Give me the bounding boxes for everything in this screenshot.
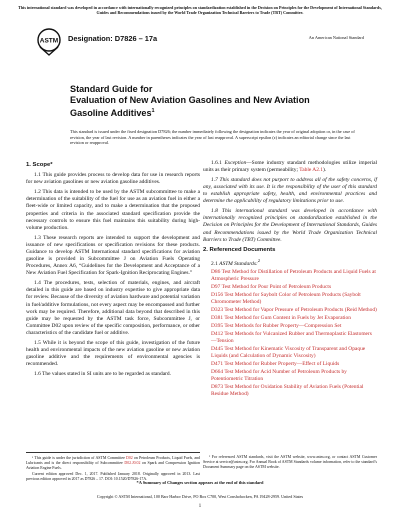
reference-code-link[interactable]: D664: [211, 368, 224, 375]
footnote-1: [26, 456, 200, 471]
title-footnote-marker[interactable]: 1: [151, 108, 155, 115]
american-national-standard-label: An American National Standard: [308, 35, 364, 40]
reference-item: [203, 369, 377, 383]
reference-item: [203, 384, 377, 398]
reference-code-link[interactable]: D873: [211, 383, 224, 390]
designation: Designation: D7826 – 17a: [68, 34, 158, 43]
title-line-3: [70, 106, 370, 119]
footnotes-left: [26, 452, 200, 483]
para-1-6-1-number: 1.6.1: [211, 160, 225, 166]
reference-item: [203, 292, 377, 306]
reference-title[interactable]: Test Method for Saybolt Color of Petroleum Products (Saybolt Chromometer Method): [211, 291, 361, 305]
footnotes-right: [203, 452, 377, 471]
reference-title[interactable]: Test Method for Gum Content in Fuels by Jet Evaporation: [224, 314, 351, 321]
para-1-7: 1.7 This standard does not purport to address all of the safety concerns, if any, associated with its use. It is the responsibility of the user of this standard to establish appropriate safety, health, and environmental practices and determine the applicability of regulatory limitations prior to use.: [203, 176, 377, 205]
right-column: [203, 160, 377, 399]
table-a2-1-link[interactable]: Table A2.1: [299, 167, 324, 174]
reference-code-link[interactable]: D445: [211, 345, 224, 352]
reference-code-link[interactable]: D412: [211, 330, 224, 337]
title-line-1: Standard Guide for: [70, 84, 153, 94]
reference-list: [203, 269, 377, 399]
section-2-1-title: ASTM Standards:: [219, 260, 258, 267]
para-1-1: 1.1 This guide provides process to develop data for use in research reports for new aviation gasolines or new aviation gasoline additives.: [26, 172, 200, 186]
reference-title[interactable]: Test Method for Kinematic Viscosity of Transparent and Opaque Liquids (and Calculation of Dynamic Viscosity): [211, 345, 366, 359]
reference-code-link[interactable]: D471: [211, 360, 224, 367]
reference-item: [203, 284, 377, 291]
footnote-1-text-c: on Spark and Compression Ignition Aviation Engine Fuels.: [26, 460, 200, 470]
para-1-6-1-end: ).: [323, 167, 327, 174]
astm-logo-icon: [36, 27, 62, 57]
para-1-6-1: [203, 160, 377, 174]
reference-code-link[interactable]: D86: [211, 268, 221, 275]
reference-item: [203, 269, 377, 283]
para-1-6: 1.6 The values stated in SI units are to be regarded as standard.: [34, 371, 172, 378]
title-line-2: Evaluation of New Aviation Gasolines and New Aviation: [70, 95, 310, 106]
footnote-1-text-b: on Petroleum Products, Liquid Fuels, and Lubricants and is the direct responsibility of Subcommittee: [26, 456, 200, 465]
reference-item: [203, 315, 377, 322]
para-1-2: 1.2 This data is intended to be used by the ASTM subcommittee to make a determination of the suitability of the fuel for use as an aviation fuel in either a fleet-wide or limited capacity, and to make a determination that the proposed properties and criteria in the associated standard specification provide the necessary controls to ensure this fuel maintains this suitability during high-volume production.: [26, 189, 200, 231]
reference-item: [203, 346, 377, 360]
para-1-3: 1.3 These research reports are intended to support the development and issuance of new specifications or specification revisions for these products. Guidance to develop ASTM International standard specifications for aviation gasoline is provided in Subcommittee J on Aviation Fuels Operating Procedures, Annex A6, “Guidelines for the Development and Acceptance of a New Aviation Fuel Specification for Spark-Ignition Reciprocating Engines.”: [26, 234, 200, 277]
reference-title[interactable]: Test Method for Acid Number of Petroleum Products by Potentiometric Titration: [211, 368, 347, 382]
section-2-heading: 2. Referenced Documents: [203, 246, 276, 253]
wto-notice: This international standard was developed in accordance with internationally recognized principles on standardization established in the Decision on Principles for the Development of International Standards, Guides and Recommendations issued by the World Trade Organization Technical Barriers to Trade (TBT) Committee.: [18, 5, 382, 16]
section-1-heading: 1. Scope*: [26, 162, 53, 168]
reference-code-link[interactable]: D97: [211, 283, 221, 290]
para-1-4: 1.4 The procedures, tests, selection of materials, engines, and aircraft detailed in this guide are based on industry expertise to give appropriate data for review. Because of the diversity of aviation hardware and potential variation in fuel/additive formulations, not every aspect may be encompassed and further work may be required. Therefore, additional data beyond that described in this guide may be requested by the ASTM task force, Subcommittee J, or Committee D02 upon review of the specific composition, performance, or other characteristics of the candidate fuel or additive.: [26, 280, 200, 337]
copyright-line: Copyright © ASTM International, 100 Barr Harbor Drive, PO Box C700, West Conshohocken, PA 19428-2959. United States: [96, 494, 304, 499]
standard-issuance-note: This standard is issued under the fixed designation D7826; the number immediately following the designation indicates the year of original adoption or, in the case of revision, the year of last revision. A number in parentheses indicates the year of last reapproval. A superscript epsilon (ε) indicates an editorial change since the last revision or reapproval.: [70, 129, 355, 145]
committee-d02-link[interactable]: D02: [126, 456, 133, 460]
document-title: [70, 84, 370, 120]
reference-item: [203, 331, 377, 345]
section-2-1-number: 2.1: [211, 260, 220, 267]
footnote-1-edition: Current edition approved Dec. 1, 2017. Published January 2018. Originally approved in 2013. Last previous edition approved in 2017 as D7826 – 17. DOI: 10.1520/D7826-17A.: [26, 471, 200, 481]
reference-title[interactable]: Test Methods for Vulcanized Rubber and Thermoplastic Elastomers—Tension: [211, 330, 372, 344]
para-1-5: 1.5 While it is beyond the scope of this guide, investigation of the future health and environmental impacts of the new aviation gasoline or new aviation gasoline additive and the requirements of environmental agencies is recommended.: [26, 339, 200, 368]
reference-code-link[interactable]: D395: [211, 322, 224, 329]
reference-title[interactable]: Test Method for Rubber Property—Effect of Liquids: [224, 360, 340, 367]
reference-title[interactable]: Test Method for Oxidation Stability of Aviation Fuels (Potential Residue Method): [211, 383, 364, 398]
reference-item: [203, 323, 377, 330]
reference-title[interactable]: Test Method for Distillation of Petroleum Products and Liquid Fuels at Atmospheric Pressure: [211, 268, 376, 282]
section-2-1-heading: [211, 257, 377, 268]
title-line-3-text: Gasoline Additives: [70, 108, 152, 119]
subcommittee-link[interactable]: D02.J0.02: [124, 460, 141, 465]
svg-text:ASTM: ASTM: [39, 37, 59, 45]
reference-item: [203, 361, 377, 368]
para-1-6-1-text: —Some industry standard methodologies utilize imperial units as their primary system (permeability;: [203, 160, 378, 174]
footnote-1-text-a: ¹ This guide is under the jurisdiction of ASTM Committee: [32, 456, 127, 460]
section-2-1-footnote-marker[interactable]: 2: [257, 257, 261, 263]
reference-title[interactable]: Test Methods for Rubber Property—Compression Set: [224, 322, 342, 329]
reference-item: [203, 307, 377, 314]
left-column: [26, 160, 200, 381]
summary-of-changes-note: *A Summary of Changes section appears at the end of this standard: [136, 480, 264, 485]
reference-code-link[interactable]: D156: [211, 291, 224, 298]
page-number: 1: [198, 504, 202, 509]
para-1-6-1-exception: Exception: [224, 160, 247, 166]
reference-title[interactable]: Test Method for Pour Point of Petroleum Products: [221, 283, 332, 290]
reference-title[interactable]: Test Method for Vapor Pressure of Petroleum Products (Reid Method): [224, 306, 377, 313]
para-1-8: 1.8 This international standard was developed in accordance with internationally recognized principles on standardization established in the Decision on Principles for the Development of International Standards, Guides and Recommendations issued by the World Trade Organization Technical Barriers to Trade (TBT) Committee.: [203, 208, 377, 243]
footnote-2: ² For referenced ASTM standards, visit the ASTM website, www.astm.org, or contact ASTM Customer Service at service@astm.org. For Annual Book of ASTM Standards volume information, refer to the standard’s Document Summary page on the ASTM website.: [203, 455, 377, 469]
reference-code-link[interactable]: D381: [211, 314, 224, 321]
reference-code-link[interactable]: D323: [211, 306, 224, 313]
